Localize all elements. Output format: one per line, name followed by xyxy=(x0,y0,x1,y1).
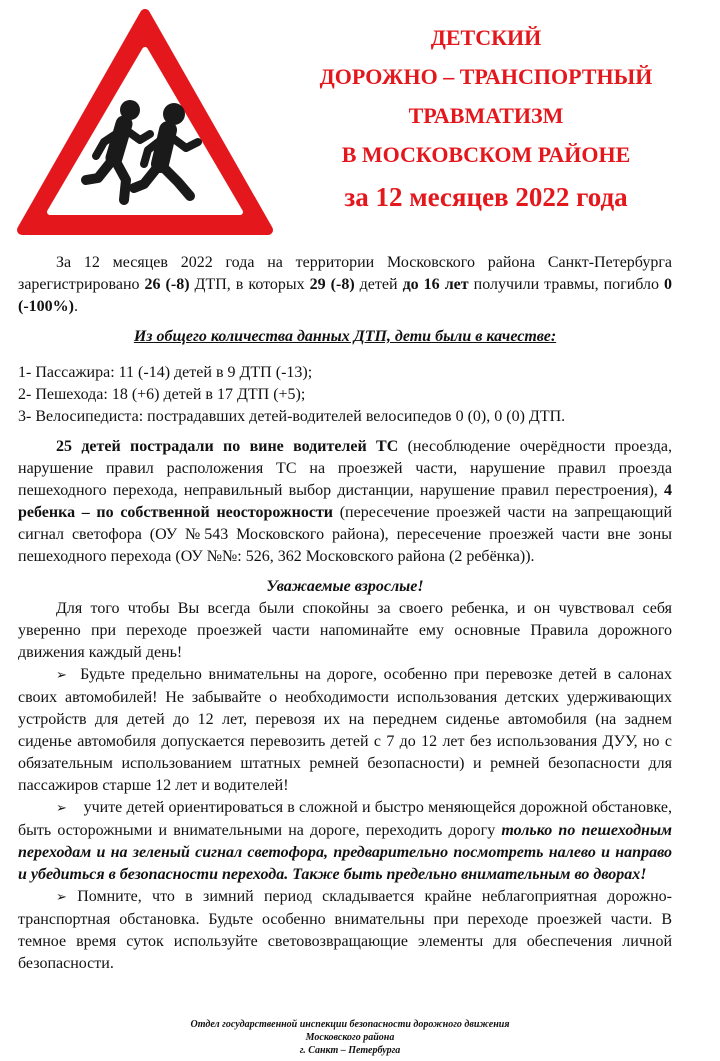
footer-line-3: г. Санкт – Петербурга xyxy=(299,1045,401,1056)
age-limit: до 16 лет xyxy=(402,276,469,293)
document-title xyxy=(286,18,686,217)
bullet-teach-children-text: учите детей ориентироваться в сложной и быстро меняющейся дорожной обстановке, быть осторожными и внимательными на дороге, переходить дорогу xyxy=(18,799,673,839)
bullet-winter-period xyxy=(18,886,672,975)
bullet-car-safety-text: Будьте предельно внимательны на дороге, особенно при перевозке детей в салонах своих автомобилей! Не забывайте о необходимости использования детских удерживающих устройств для детей до 12 лет, перевозя их на переднем сиденье автомобиля (на заднем сиденье автомобиля допускается перевозить детей с 7 до 12 лет без использования ДУУ, но с обязательным использованием штатных ремней безопасности) и ремней безопасности для пассажиров старше 12 лет и водителей! xyxy=(18,666,673,794)
bullet-teach-children-emphasis: только по пешеходным переходам и на зеленый сигнал светофора, предварительно посмотреть налево и направо и убедиться в безопасности перехода. Также быть предельно внимательным во дворах! xyxy=(18,822,672,883)
arrow-bullet-icon: ➢ xyxy=(56,801,67,816)
appeal-heading: Уважаемые взрослые! xyxy=(266,578,424,595)
title-line-2: ДОРОЖНО – ТРАНСПОРТНЫЙ xyxy=(319,64,653,89)
roles-heading: Из общего количества данных ДТП, дети были в качестве: xyxy=(133,328,557,345)
arrow-bullet-icon: ➢ xyxy=(56,890,67,905)
role-item-passenger: 1- Пассажира: 11 (-14) детей в 9 ДТП (-13); xyxy=(18,364,313,381)
accident-count: 26 (-8) xyxy=(144,276,190,293)
appeal-intro: Для того чтобы Вы всегда были спокойны за своего ребенка, и он чувствовал себя уверенно при переходе проезжей части напоминайте ему основные Правила дорожного движения каждый день! xyxy=(18,600,672,661)
role-item-cyclist: 3- Велосипедиста: пострадавших детей-водителей велосипедов 0 (0), 0 (0) ДТП. xyxy=(18,408,566,425)
intro-text-4: получили травмы, погибло xyxy=(468,276,665,293)
intro-text-2: ДТП, в которых xyxy=(189,276,310,293)
bullet-teach-children xyxy=(18,797,672,886)
intro-text-3: детей xyxy=(354,276,403,293)
footer-line-1: Отдел государственной инспекции безопасности дорожного движения xyxy=(190,1019,510,1030)
footer-signature xyxy=(130,1018,570,1057)
causes-paragraph xyxy=(18,436,672,568)
injured-children-count: 29 (-8) xyxy=(309,276,355,293)
drivers-fault-details: (несоблюдение очерёдности проезда, нарушение правил расположения ТС на проезжей части, нарушение правил проезда пешеходного перехода, неправильный выбор дистанции, нарушение правил перестроения), xyxy=(18,438,673,499)
footer-line-2: Московского района xyxy=(305,1032,395,1043)
arrow-bullet-icon: ➢ xyxy=(56,668,67,683)
intro-paragraph xyxy=(18,252,672,318)
title-line-1: ДЕТСКИЙ xyxy=(430,25,542,50)
role-item-pedestrian: 2- Пешехода: 18 (+6) детей в 17 ДТП (+5); xyxy=(18,386,306,403)
intro-text-5: . xyxy=(73,298,78,315)
own-fault-details: (пересечение проезжей части на запрещающий сигнал светофора (ОУ №543 Московского района), пересечение проезжей части вне зоны пешеходного перехода (ОУ №№: 526, 362 Московского района (2 ребёнка)). xyxy=(18,504,673,565)
title-line-4: В МОСКОВСКОМ РАЙОНЕ xyxy=(341,142,631,167)
drivers-fault-count: 25 детей пострадали по вине водителей ТС xyxy=(56,438,399,455)
children-crossing-warning-sign-icon xyxy=(14,6,276,238)
bullet-winter-period-text: Помните, что в зимний период складывается крайне неблагоприятная дорожно-транспортная обстановка. Будьте особенно внимательны при переходе проезжей части. В темное время суток используйте световозвращающие элементы для обеспечения личной безопасности. xyxy=(18,888,672,972)
own-fault-count: 4 ребенка – по собственной неосторожности xyxy=(18,482,672,521)
intro-text-1: За 12 месяцев 2022 года на территории Московского района Санкт-Петербурга зарегистрировано xyxy=(18,254,672,293)
title-period: за 12 месяцев 2022 года xyxy=(344,182,628,212)
document-body xyxy=(18,252,672,975)
bullet-car-safety xyxy=(18,664,672,797)
fatalities-count: 0 (-100%) xyxy=(18,276,673,315)
title-line-3: ТРАВМАТИЗМ xyxy=(408,103,564,128)
